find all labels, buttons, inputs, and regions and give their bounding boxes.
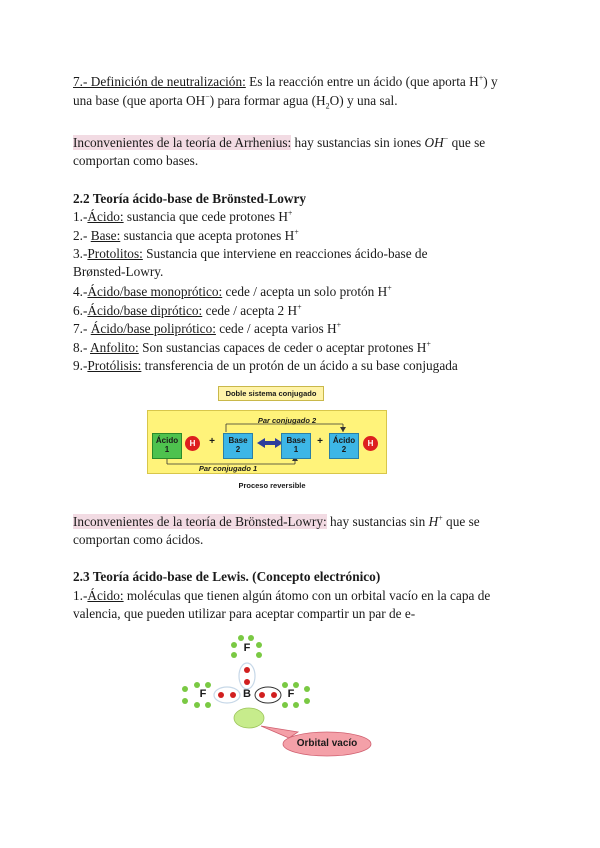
fluorine-top: F (243, 642, 251, 654)
boron-atom: B (243, 688, 251, 700)
lewis-line-1 (73, 587, 490, 605)
fluorine-left: F (199, 688, 207, 700)
bronsted-text: Son sustancias capaces de ceder o aceptar protones H (138, 340, 427, 355)
bronsted-item (73, 302, 302, 320)
base-2-box: Base 2 (223, 433, 253, 459)
diagram-caption: Proceso reversible (238, 481, 306, 490)
lewis-text: valencia, que pueden utilizar para aceptar compartir un par de e- (73, 606, 416, 621)
bronsted-issue-text: comportan como ácidos. (73, 532, 204, 547)
arrhenius-text: hay sustancias sin iones (291, 135, 425, 150)
superscript: − (443, 134, 449, 144)
list-number: 8.- (73, 340, 90, 355)
neutralization-line-2 (73, 92, 398, 110)
bf3-lewis-diagram (175, 632, 395, 762)
bronsted-item (73, 339, 431, 357)
bronsted-term: Base: (90, 228, 121, 243)
acido-1-box: Ácido 1 (152, 433, 182, 459)
bronsted-text: transferencia de un protón de un ácido a su base conjugada (141, 358, 458, 373)
list-number: 4.- (73, 284, 88, 299)
plus-sign: + (209, 436, 215, 447)
plus-sign: + (317, 436, 323, 447)
bronsted-item (73, 208, 292, 226)
bronsted-issue-line-2 (73, 531, 203, 549)
superscript: + (287, 208, 293, 218)
bronsted-item (73, 245, 427, 263)
h-circle: H (185, 436, 200, 451)
par-conjugado-2-label: Par conjugado 2 (257, 416, 317, 425)
bronsted-item (73, 320, 341, 338)
list-number: 9.- (73, 358, 88, 373)
h-circle: H (363, 436, 378, 451)
neutralization-text: ) para formar agua (H (209, 93, 326, 108)
bronsted-text: cede / acepta 2 H (202, 303, 298, 318)
conjugate-pair-diagram (147, 386, 385, 496)
ion-formula: OH (424, 135, 444, 150)
bronsted-term: Ácido/base monoprótico: (87, 284, 223, 299)
bronsted-term: Ácido: (87, 209, 124, 224)
neutralization-text: una base (que aporta OH (73, 93, 206, 108)
superscript: − (205, 92, 210, 102)
lewis-heading: 2.3 Teoría ácido-base de Lewis. (Concepto electrónico) (73, 569, 381, 584)
neutralization-text: O) y una sal. (329, 93, 398, 108)
superscript: + (478, 73, 484, 83)
superscript: + (294, 227, 299, 237)
bronsted-term: Protólisis: (87, 358, 142, 373)
neutralization-text: Es la reacción entre un ácido (que aporta H (245, 74, 479, 89)
bronsted-heading: 2.2 Teoría ácido-base de Brönsted-Lowry (73, 191, 307, 206)
bronsted-item (73, 357, 458, 375)
lewis-line-2 (73, 605, 415, 623)
bronsted-issue-text: hay sustancias sin (326, 514, 429, 529)
superscript: + (387, 283, 392, 293)
bronsted-item (73, 263, 163, 281)
bronsted-issue-text: que se (442, 514, 480, 529)
neutralization-text: ) y (483, 74, 498, 89)
bronsted-term: Protolitos: (87, 246, 143, 261)
superscript: + (297, 302, 302, 312)
subscript: 2 (325, 101, 330, 111)
bronsted-text: sustancia que acepta protones H (120, 228, 295, 243)
bronsted-text: cede / acepta varios H (215, 321, 337, 336)
arrhenius-text: que se (448, 135, 486, 150)
bronsted-item (73, 283, 392, 301)
list-number: 1.- (73, 209, 88, 224)
lewis-term: Ácido: (87, 588, 124, 603)
arrhenius-text: comportan como bases. (73, 153, 199, 168)
bronsted-text: sustancia que cede protones H (123, 209, 288, 224)
acido-2-box: Ácido 2 (329, 433, 359, 459)
arrhenius-line-2 (73, 152, 198, 170)
list-number: 1.- (73, 588, 88, 603)
superscript: + (336, 320, 342, 330)
list-number: 7.- (73, 321, 91, 336)
bronsted-issue-line-1 (73, 513, 480, 531)
fluorine-right: F (287, 688, 295, 700)
neutralization-line-1 (73, 73, 498, 91)
bronsted-term: Ácido/base poliprótico: (90, 321, 216, 336)
bronsted-item (73, 227, 299, 245)
lewis-text: moléculas que tienen algún átomo con un orbital vacío en la capa de (123, 588, 491, 603)
neutralization-label: 7.- Definición de neutralización: (73, 74, 246, 89)
list-number: 2.- (73, 228, 91, 243)
par-conjugado-1-label: Par conjugado 1 (198, 464, 258, 473)
bronsted-text: Brønsted-Lowry. (73, 264, 164, 279)
diagram-title: Doble sistema conjugado (218, 386, 324, 401)
bronsted-term: Anfolito: (90, 340, 139, 355)
list-number: 3.- (73, 246, 88, 261)
list-number: 6.- (73, 303, 88, 318)
superscript: + (426, 339, 431, 349)
arrhenius-line-1 (73, 134, 485, 152)
base-1-box: Base 1 (281, 433, 311, 459)
ion-formula: H (428, 514, 439, 529)
bronsted-issue-highlight: Inconvenientes de la teoría de Brönsted-Lowry: (73, 514, 327, 529)
arrhenius-highlight: Inconvenientes de la teoría de Arrhenius: (73, 135, 292, 150)
orbital-callout: Orbital vacío (296, 738, 358, 749)
bronsted-text: Sustancia que interviene en reacciones ácido-base de (142, 246, 428, 261)
bronsted-term: Ácido/base diprótico: (87, 303, 203, 318)
superscript: + (438, 513, 443, 523)
bronsted-text: cede / acepta un solo protón H (222, 284, 388, 299)
